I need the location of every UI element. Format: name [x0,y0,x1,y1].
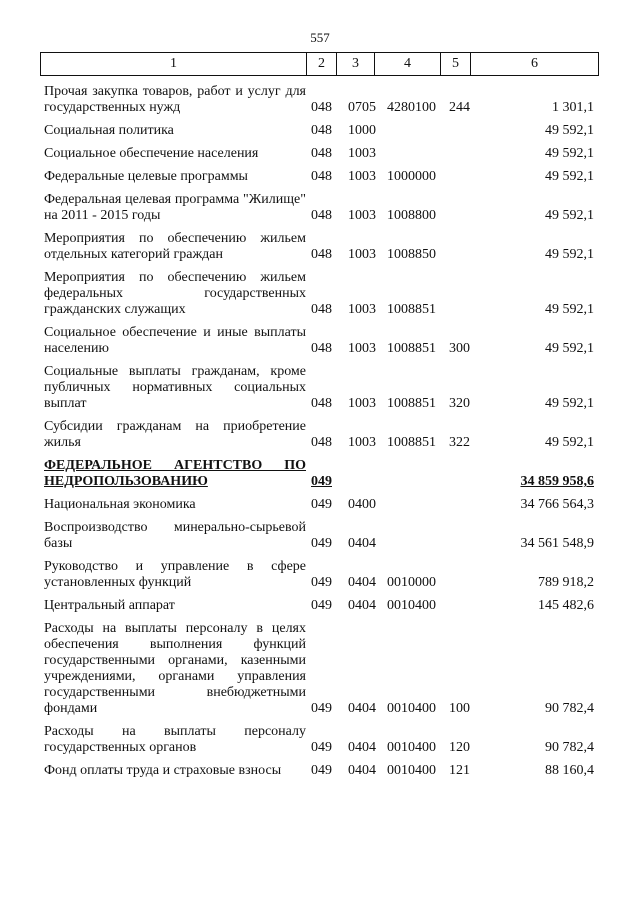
row-vr: 120 [449,740,470,755]
column-header-2: 2 [307,53,337,76]
table-row [0,84,640,116]
column-header-table [40,52,599,76]
table-row [0,325,640,357]
row-ved: 049 [311,740,332,755]
row-name: Федеральная целевая программа "Жилище" на 2011 - 2015 годы [44,192,306,223]
table-row [0,724,640,756]
row-vr: 121 [449,763,470,778]
row-csr: 1008800 [387,208,436,223]
column-header-row [41,53,599,76]
table-row [0,231,640,263]
table-row [0,598,640,614]
row-rz: 1003 [348,396,376,411]
row-rz: 1003 [348,435,376,450]
row-rz: 1003 [348,341,376,356]
table-row [0,497,640,513]
row-vr: 322 [449,435,470,450]
row-sum: 1 301,1 [552,100,594,115]
row-csr: 0010000 [387,575,436,590]
row-vr: 100 [449,701,470,716]
table-row [0,520,640,552]
table-row [0,123,640,139]
row-sum: 49 592,1 [545,146,594,161]
row-rz: 1003 [348,208,376,223]
row-csr: 1008851 [387,435,436,450]
row-rz: 1003 [348,247,376,262]
row-ved: 049 [311,575,332,590]
row-rz: 0404 [348,740,376,755]
table-row [0,270,640,318]
row-name: Воспроизводство минерально-сырьевой базы [44,520,306,551]
row-csr: 1008851 [387,302,436,317]
row-csr: 1008850 [387,247,436,262]
row-sum: 145 482,6 [538,598,594,613]
row-sum: 49 592,1 [545,123,594,138]
row-name: ФЕДЕРАЛЬНОЕ АГЕНТСТВО ПО НЕДРОПОЛЬЗОВАНИЮ [44,458,306,489]
row-ved: 048 [311,123,332,138]
row-rz: 1003 [348,169,376,184]
row-ved: 048 [311,169,332,184]
row-ved: 049 [311,497,332,512]
row-name: Социальные выплаты гражданам, кроме публичных нормативных социальных выплат [44,364,306,411]
row-ved: 048 [311,247,332,262]
table-row [0,419,640,451]
row-ved: 048 [311,208,332,223]
row-ved: 049 [311,701,332,716]
row-csr: 4280100 [387,100,436,115]
row-ved: 048 [311,341,332,356]
row-ved: 049 [311,598,332,613]
row-csr: 0010400 [387,701,436,716]
column-header-3: 3 [337,53,375,76]
page-number: 557 [310,30,330,45]
column-header-4: 4 [375,53,441,76]
row-ved: 049 [311,536,332,551]
row-ved: 048 [311,146,332,161]
row-name: Мероприятия по обеспечению жильем федеральных государственных гражданских служащих [44,270,306,317]
row-csr: 0010400 [387,740,436,755]
row-ved: 049 [311,763,332,778]
row-name: Субсидии гражданам на приобретение жилья [44,419,306,450]
row-ved: 048 [311,302,332,317]
row-rz: 1003 [348,146,376,161]
row-name: Мероприятия по обеспечению жильем отдельных категорий граждан [44,231,306,262]
row-csr: 1000000 [387,169,436,184]
row-sum: 789 918,2 [538,575,594,590]
row-vr: 320 [449,396,470,411]
row-name: Социальное обеспечение и иные выплаты населению [44,325,306,356]
row-name: Расходы на выплаты персоналу в целях обеспечения выполнения функций государственными органами, казенными учреждениями, органами управления государственными внебюджетными фондами [44,621,306,716]
row-rz: 0404 [348,763,376,778]
table-row [0,559,640,591]
row-sum: 49 592,1 [545,302,594,317]
row-sum: 34 561 548,9 [520,536,594,551]
row-name: Руководство и управление в сфере установленных функций [44,559,306,590]
row-rz: 0404 [348,701,376,716]
row-name: Социальная политика [44,123,174,138]
row-sum: 49 592,1 [545,169,594,184]
table-row [0,169,640,185]
table-row [0,192,640,224]
row-sum: 34 766 564,3 [520,497,594,512]
row-name: Национальная экономика [44,497,196,512]
row-vr: 244 [449,100,470,115]
row-sum: 49 592,1 [545,247,594,262]
table-row [0,364,640,412]
row-sum: 49 592,1 [545,435,594,450]
row-rz: 0404 [348,598,376,613]
row-csr: 0010400 [387,598,436,613]
row-ved: 049 [311,474,332,489]
row-sum: 49 592,1 [545,396,594,411]
table-row [0,763,640,779]
table-row-agency [0,458,640,490]
row-csr: 1008851 [387,396,436,411]
row-ved: 048 [311,396,332,411]
row-name: Центральный аппарат [44,598,175,613]
budget-rows [0,84,640,786]
row-csr: 1008851 [387,341,436,356]
row-ved: 048 [311,435,332,450]
row-rz: 1003 [348,302,376,317]
row-sum: 34 859 958,6 [520,474,594,489]
row-rz: 0404 [348,575,376,590]
row-vr: 300 [449,341,470,356]
row-ved: 048 [311,100,332,115]
row-rz: 0400 [348,497,376,512]
row-name: Федеральные целевые программы [44,169,248,184]
row-csr: 0010400 [387,763,436,778]
row-sum: 90 782,4 [545,701,594,716]
column-header-6: 6 [471,53,599,76]
row-sum: 90 782,4 [545,740,594,755]
row-rz: 1000 [348,123,376,138]
row-sum: 88 160,4 [545,763,594,778]
column-header-1: 1 [41,53,307,76]
table-row [0,146,640,162]
row-name: Прочая закупка товаров, работ и услуг для государственных нужд [44,84,306,115]
row-name: Фонд оплаты труда и страховые взносы [44,763,282,778]
row-name: Расходы на выплаты персоналу государственных органов [44,724,306,755]
column-header-5: 5 [441,53,471,76]
row-rz: 0705 [348,100,376,115]
row-sum: 49 592,1 [545,341,594,356]
table-row [0,621,640,717]
row-sum: 49 592,1 [545,208,594,223]
row-name: Социальное обеспечение населения [44,146,259,161]
row-rz: 0404 [348,536,376,551]
